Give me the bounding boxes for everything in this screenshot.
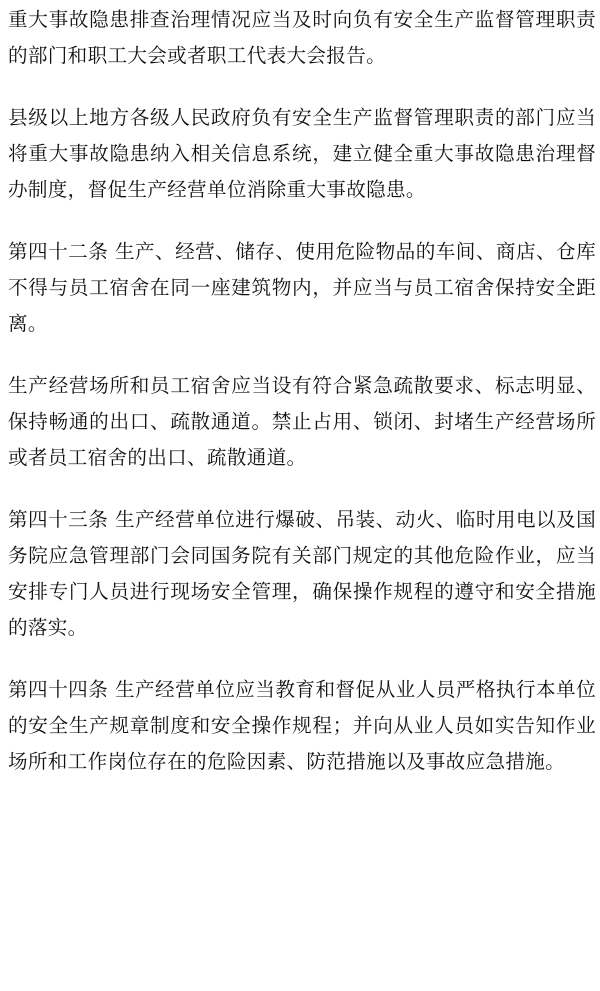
paragraph-article-43: 第四十三条 生产经营单位进行爆破、吊装、动火、临时用电以及国务院应急管理部门会同国务院有关部门规定的其他危险作业，应当安排专门人员进行现场安全管理，确保操作规程的遵守和安全措施的落实。 — [8, 508, 596, 639]
paragraph-evacuation-exits: 生产经营场所和员工宿舍应当设有符合紧急疏散要求、标志明显、保持畅通的出口、疏散通道。禁止占用、锁闭、封堵生产经营场所或者员工宿舍的出口、疏散通道。 — [8, 374, 596, 469]
paragraph-article-44: 第四十四条 生产经营单位应当教育和督促从业人员严格执行本单位的安全生产规章制度和安全操作规程；并向从业人员如实告知作业场所和工作岗位存在的危险因素、防范措施以及事故应急措施。 — [8, 678, 596, 773]
document-body — [8, 2, 596, 806]
paragraph-government-supervision: 县级以上地方各级人民政府负有安全生产监督管理职责的部门应当将重大事故隐患纳入相关信息系统，建立健全重大事故隐患治理督办制度，督促生产经营单位消除重大事故隐患。 — [8, 106, 596, 201]
paragraph-report-hazards: 重大事故隐患排查治理情况应当及时向负有安全生产监督管理职责的部门和职工大会或者职工代表大会报告。 — [8, 8, 596, 67]
paragraph-article-42: 第四十二条 生产、经营、储存、使用危险物品的车间、商店、仓库不得与员工宿舍在同一座建筑物内，并应当与员工宿舍保持安全距离。 — [8, 240, 596, 335]
